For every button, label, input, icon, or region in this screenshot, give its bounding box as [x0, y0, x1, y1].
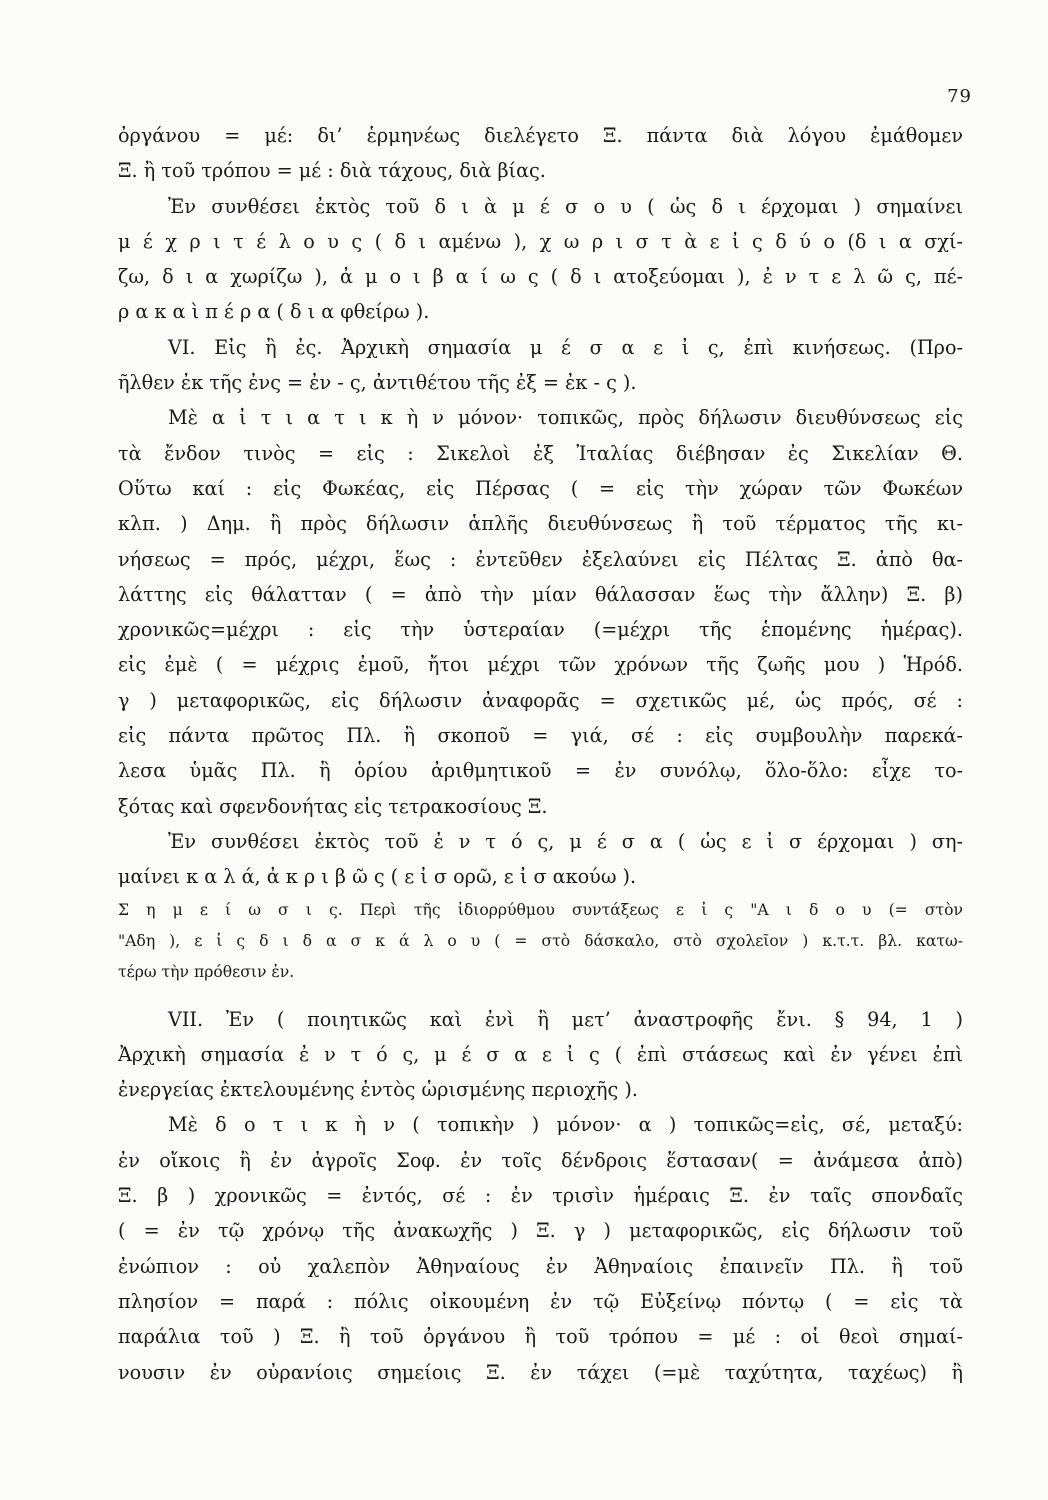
- text-line: ὀργάνου = μέ: δι’ ἑρμηνέως διελέγετο Ξ. πάντα διὰ λόγου ἐμάθομεν: [118, 124, 963, 147]
- text-line: εἰς πάντα πρῶτος Πλ. ἢ σκοποῦ = γιά, σέ : εἰς συμβουλὴν παρεκά-: [118, 724, 963, 748]
- text-line: ῆλθεν ἐκ τῆς ἐνς = ἐν - ς, ἀντιθέτου τῆς ἐξ = ἐκ - ς ).: [118, 371, 637, 395]
- text-line: κλπ. ) Δημ. ἢ πρὸς δήλωσιν ἁπλῆς διευθύνσεως ἢ τοῦ τέρματος τῆς κι-: [118, 512, 963, 536]
- text-line: λεσα ὑμᾶς Πλ. ἢ ὁρίου ἀριθμητικοῦ = ἐν συνόλῳ, ὅλο-ὅλο: εἶχε το-: [118, 759, 963, 783]
- text-line: λάττης εἰς θάλατταν ( = ἀπὸ τὴν μίαν θάλασσαν ἕως τὴν ἄλλην) Ξ. β): [118, 582, 963, 606]
- text-line: Ἐν συνθέσει ἐκτὸς τοῦ ἐ ν τ ό ς, μ έ σ α ( ὡς ε ἰ σ έρχομαι ) ση-: [168, 829, 963, 853]
- text-line: Οὕτω καί : εἰς Φωκέας, εἰς Πέρσας ( = εἰς τὴν χώραν τῶν Φωκέων: [118, 476, 963, 500]
- text-line: ζω, δ ι α χωρίζω ), ἀ μ ο ι β α ί ω ς ( δ ι ατοξεύομαι ), ἐ ν τ ε λ ῶ ς, πέ-: [118, 265, 963, 289]
- text-line: νήσεως = πρός, μέχρι, ἕως : ἐντεῦθεν ἐξελαύνει εἰς Πέλτας Ξ. ἀπὸ θα-: [118, 547, 963, 571]
- text-line: παράλια τοῦ ) Ξ. ἢ τοῦ ὀργάνου ἢ τοῦ τρόπου = μέ : οἱ θεοὶ σημαί-: [118, 1325, 963, 1349]
- text-line: τὰ ἔνδον τινὸς = εἰς : Σικελοὶ ἐξ Ἰταλίας διέβησαν ἐς Σικελίαν Θ.: [118, 441, 963, 465]
- text-line: ἐν οἴκοις ἢ ἐν ἀγροῖς Σοφ. ἐν τοῖς δένδροις ἕστασαν( = ἀνάμεσα ἀπὸ): [118, 1148, 963, 1172]
- text-line: ( = ἐν τῷ χρόνῳ τῆς ἀνακωχῆς ) Ξ. γ ) μεταφορικῶς, εἰς δήλωσιν τοῦ: [118, 1219, 963, 1243]
- text-line: ρ α κ α ὶ π έ ρ α ( δ ι α φθείρω ).: [118, 300, 430, 324]
- text-line: Ξ. ἢ τοῦ τρόπου = μέ : διὰ τάχους, διὰ βίας.: [118, 159, 546, 183]
- body-text: [118, 118, 963, 1390]
- note-line: "Αδη ), ε ἰ ς δ ι δ α σ κ ά λ ο υ ( = στὸ δάσκαλο, στὸ σχολεῖον ) κ.τ.τ. βλ. κατω-: [118, 931, 963, 950]
- text-line: νουσιν ἐν οὐρανίοις σημείοις Ξ. ἐν τάχει (=μὲ ταχύτητα, ταχέως) ἢ: [118, 1360, 963, 1384]
- text-line: μαίνει κ α λ ά, ἀ κ ρ ι β ῶ ς ( ε ἰ σ ορῶ, ε ἰ σ ακούω ).: [118, 865, 637, 889]
- text-line: χρονικῶς=μέχρι : εἰς τὴν ὑστεραίαν (=μέχρι τῆς ἑπομένης ἡμέρας).: [118, 618, 963, 642]
- text-line: Μὲ α ἰ τ ι α τ ι κ ὴ ν μόνον· τοπικῶς, πρὸς δήλωσιν διευθύνσεως εἰς: [168, 406, 963, 430]
- section-gap: [118, 988, 963, 1002]
- text-line: Ἐν συνθέσει ἐκτὸς τοῦ δ ι ὰ μ έ σ ο υ ( ὡς δ ι έρχομαι ) σημαίνει: [168, 194, 963, 218]
- text-line: γ ) μεταφορικῶς, εἰς δήλωσιν ἀναφορᾶς = σχετικῶς μέ, ὡς πρός, σέ :: [118, 688, 963, 712]
- text-line: ἐνώπιον : οὐ χαλεπὸν Ἀθηναίους ἐν Ἀθηναίοις ἐπαινεῖν Πλ. ἢ τοῦ: [118, 1254, 963, 1278]
- text-line: Ξ. β ) χρονικῶς = ἐντός, σέ : ἐν τρισὶν ἡμέραις Ξ. ἐν ταῖς σπονδαῖς: [118, 1184, 963, 1208]
- text-line: πλησίον = παρά : πόλις οἰκουμένη ἐν τῷ Εὐξείνῳ πόντῳ ( = εἰς τὰ: [118, 1289, 963, 1313]
- text-line: Μὲ δ ο τ ι κ ὴ ν ( τοπικὴν ) μόνον· α ) τοπικῶς=εἰς, σέ, μεταξύ:: [168, 1113, 963, 1137]
- note-line: Σ η μ ε ί ω σ ι ς. Περὶ τῆς ἰδιορρύθμου συντάξεως ε ἰ ς "Α ι δ ο υ (= στὸν: [118, 900, 963, 919]
- text-line: ἐνεργείας ἐκτελουμένης ἐντὸς ὡρισμένης περιοχῆς ).: [118, 1078, 638, 1102]
- page-number: 79: [947, 86, 972, 107]
- text-line: εἰς ἐμὲ ( = μέχρις ἐμοῦ, ἤτοι μέχρι τῶν χρόνων τῆς ζωῆς μου ) Ἡρόδ.: [118, 653, 963, 677]
- section-heading-line: VII. Ἐν ( ποιητικῶς καὶ ἐνὶ ἢ μετ’ ἀναστροφῆς ἔνι. § 94, 1 ): [168, 1007, 963, 1031]
- note-line: τέρω τὴν πρόθεσιν ἐν.: [118, 962, 295, 981]
- section-heading-line: VI. Εἰς ἢ ἐς. Ἀρχικὴ σημασία μ έ σ α ε ἰ ς, ἐπὶ κινήσεως. (Προ-: [168, 335, 963, 359]
- text-line: μ έ χ ρ ι τ έ λ ο υ ς ( δ ι αμένω ), χ ω ρ ι σ τ ὰ ε ἰ ς δ ύ ο (δ ι α σχί-: [118, 229, 963, 253]
- text-line: Ἀρχικὴ σημασία ἐ ν τ ό ς, μ έ σ α ε ἰ ς ( ἐπὶ στάσεως καὶ ἐν γένει ἐπὶ: [118, 1042, 963, 1066]
- text-line: ξότας καὶ σφενδονήτας εἰς τετρακοσίους Ξ.: [118, 794, 548, 818]
